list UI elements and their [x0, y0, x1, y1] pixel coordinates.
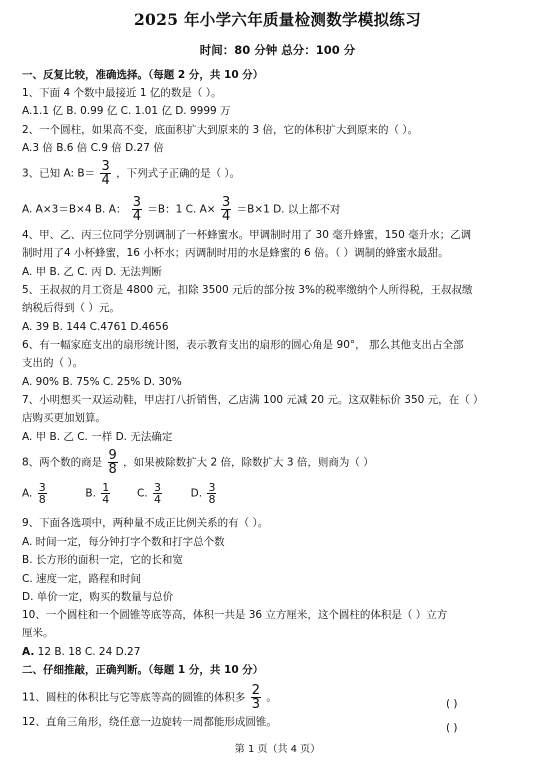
question-6-line-2: 支出的（ ）。 — [22, 357, 84, 369]
fraction-2-3 — [251, 684, 261, 711]
fraction-denominator: 4 — [221, 209, 231, 224]
question-3 — [22, 160, 240, 187]
section-2-heading: 二、仔细推敲，正确判断。（每题 1 分，共 10 分） — [22, 664, 264, 676]
fraction-numerator: 3 — [38, 481, 46, 494]
option-a-label: A. — [22, 646, 35, 658]
fraction-option-d — [207, 482, 216, 505]
question-10-line-2: 厘米。 — [22, 627, 54, 639]
question-5-line-2: 纳税后得到（ ）元。 — [22, 302, 120, 314]
fraction-denominator: 4 — [153, 493, 161, 506]
question-1-options: A.1.1 亿 B. 0.99 亿 C. 1.01 亿 D. 9999 万 — [22, 105, 231, 117]
question-12: 12、直角三角形，绕任意一边旋转一周都能形成圆锥。 — [22, 716, 277, 728]
fraction-3-4 — [100, 160, 110, 187]
question-5-options: A. 39 B. 144 C.4761 D.4656 — [22, 321, 169, 333]
question-3-text-post: ，下列式子正确的是（ ）。 — [116, 167, 241, 180]
question-12-answer-blank[interactable]: ( ) — [446, 722, 458, 734]
fraction-3-4 — [132, 196, 142, 223]
fraction-option-b — [101, 482, 110, 505]
question-9-option-b: B. 长方形的面积一定，它的长和宽 — [22, 554, 183, 566]
question-9-option-a: A. 时间一定，每分钟打字个数和打字总个数 — [22, 536, 225, 548]
fraction-numerator: 3 — [208, 481, 216, 494]
question-11 — [22, 684, 277, 711]
question-4-line-2: 制时用了4 小杯蜂蜜，16 小杯水；丙调制时用的水是蜂蜜的 6 倍。（ ）调制的蜂蜜水最甜。 — [22, 247, 449, 259]
question-7-line-1: 7、小明想买一双运动鞋，甲店打八折销售，乙店满 100 元减 20 元。这双鞋标价 350 元，在（ ） — [22, 394, 484, 406]
question-1: 1、下面 4 个数中最接近 1 亿的数是（ ）。 — [22, 87, 222, 99]
question-3-text: 3、已知 A: B＝ — [22, 167, 96, 180]
question-9-option-c: C. 速度一定，路程和时间 — [22, 573, 142, 585]
question-4-options: A. 甲 B. 乙 C. 丙 D. 无法判断 — [22, 266, 162, 278]
question-10-options — [22, 645, 140, 659]
question-6-line-1: 6、有一幅家庭支出的扇形统计图，表示教育支出的扇形的圆心角是 90°， 那么其他支出占全部 — [22, 339, 464, 351]
fraction-numerator: 2 — [251, 683, 260, 698]
fraction-numerator: 3 — [221, 195, 231, 210]
question-3-option-b-c: ＝B：1 C. A× — [147, 203, 216, 216]
fraction-option-c — [153, 482, 162, 505]
fraction-numerator: 1 — [102, 481, 110, 494]
fraction-numerator: 3 — [101, 159, 110, 174]
question-3-options — [22, 196, 340, 223]
fraction-9-8 — [108, 449, 118, 476]
fraction-option-a — [38, 482, 47, 505]
question-7-options: A. 甲 B. 乙 C. 一样 D. 无法确定 — [22, 431, 173, 443]
question-11-text-post: 。 — [266, 691, 277, 704]
option-c-label: C. — [136, 487, 148, 500]
question-9: 9、下面各选项中，两种量不成正比例关系的有（ ）。 — [22, 517, 269, 529]
question-3-option-a-b: A. A×3＝B×4 B. A： — [22, 203, 127, 216]
fraction-denominator: 8 — [208, 493, 216, 506]
question-10-options-text: 12 B. 18 C. 24 D.27 — [34, 646, 141, 658]
page-number: 第 1 页（共 4 页） — [234, 744, 321, 755]
fraction-numerator: 9 — [108, 448, 117, 463]
fraction-numerator: 3 — [132, 195, 142, 210]
fraction-denominator: 4 — [132, 209, 142, 224]
fraction-denominator: 3 — [251, 697, 260, 712]
question-8 — [22, 449, 374, 476]
question-5-line-1: 5、王叔叔的月工资是 4800 元，扣除 3500 元后的部分按 3%的税率缴纳个人所得税，王叔叔缴 — [22, 284, 473, 296]
option-a-label: A. — [22, 487, 33, 500]
question-2: 2、一个圆柱，如果高不变，底面积扩大到原来的 3 倍，它的体积扩大到原来的（ ）。 — [22, 124, 419, 136]
option-d-label: D. — [190, 487, 203, 500]
question-6-options: A. 90% B. 75% C. 25% D. 30% — [22, 376, 182, 388]
fraction-denominator: 4 — [102, 493, 110, 506]
question-2-options: A.3 倍 B.6 倍 C.9 倍 D.27 倍 — [22, 142, 164, 154]
question-8-options — [22, 482, 218, 505]
fraction-3-4 — [221, 196, 231, 223]
fraction-numerator: 3 — [153, 481, 161, 494]
question-4-line-1: 4、甲、乙、丙三位同学分别调制了一杯蜂蜜水。甲调制时用了 30 毫升蜂蜜，150 毫升水；乙调 — [22, 229, 472, 241]
page-title: 2025 年小学六年质量检测数学模拟练习 — [133, 10, 422, 29]
question-8-text-post: ，如果被除数扩大 2 倍，除数扩大 3 倍，则商为（ ） — [123, 456, 374, 469]
fraction-denominator: 8 — [38, 493, 46, 506]
question-11-answer-blank[interactable]: ( ) — [446, 698, 458, 710]
question-7-line-2: 店购买更加划算。 — [22, 412, 106, 424]
question-9-option-d: D. 单价一定，购买的数量与总价 — [22, 591, 174, 603]
section-1-heading: 一、反复比较，准确选择。（每题 2 分，共 10 分） — [22, 69, 264, 81]
exam-time-score: 时间：80 分钟 总分：100 分 — [199, 43, 356, 57]
fraction-denominator: 8 — [108, 462, 117, 477]
question-10-line-1: 10、一个圆柱和一个圆锥等底等高，体积一共是 36 立方厘米，这个圆柱的体积是（ ）立方 — [22, 609, 448, 621]
question-8-text: 8、两个数的商是 — [22, 456, 103, 469]
question-3-option-c-d: ＝B×1 D. 以上都不对 — [236, 203, 341, 216]
option-b-label: B. — [85, 487, 96, 500]
question-11-text: 11、圆柱的体积比与它等底等高的圆锥的体积多 — [22, 691, 246, 704]
fraction-denominator: 4 — [101, 173, 110, 188]
